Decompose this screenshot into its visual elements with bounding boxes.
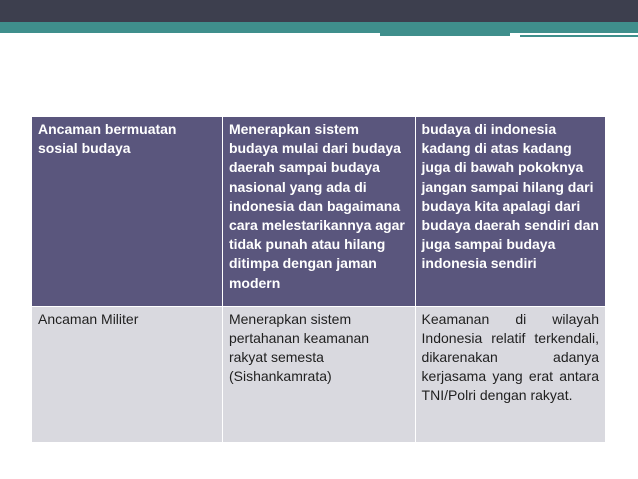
table-row	[32, 117, 606, 306]
threat-table	[32, 117, 606, 443]
threat-cell: Ancaman bermuatan sosial budaya	[32, 117, 222, 306]
strategy-cell: Menerapkan sistem pertahanan keamanan rakyat semesta (Sishankamrata)	[222, 306, 415, 442]
slide-accent-line	[380, 33, 510, 36]
slide-accent-line	[520, 35, 638, 37]
table-row	[32, 306, 606, 442]
threat-cell: Ancaman Militer	[32, 306, 222, 442]
strategy-cell: Menerapkan sistem budaya mulai dari budaya daerah sampai budaya nasional yang ada di indonesia dan bagaimana cara melestarikannya agar tidak punah atau hilang ditimpa dengan jaman modern	[222, 117, 415, 306]
condition-cell: budaya di indonesia kadang di atas kadang juga di bawah pokoknya jangan sampai hilang dari budaya kita apalagi dari budaya daerah sendiri dan juga sampai budaya indonesia sendiri	[415, 117, 605, 306]
condition-cell: Keamanan di wilayah Indonesia relatif terkendali, dikarenakan adanya kerjasama yang erat antara TNI/Polri dengan rakyat.	[415, 306, 605, 442]
slide-accent-bar	[0, 22, 638, 33]
slide-top-bar	[0, 0, 638, 22]
